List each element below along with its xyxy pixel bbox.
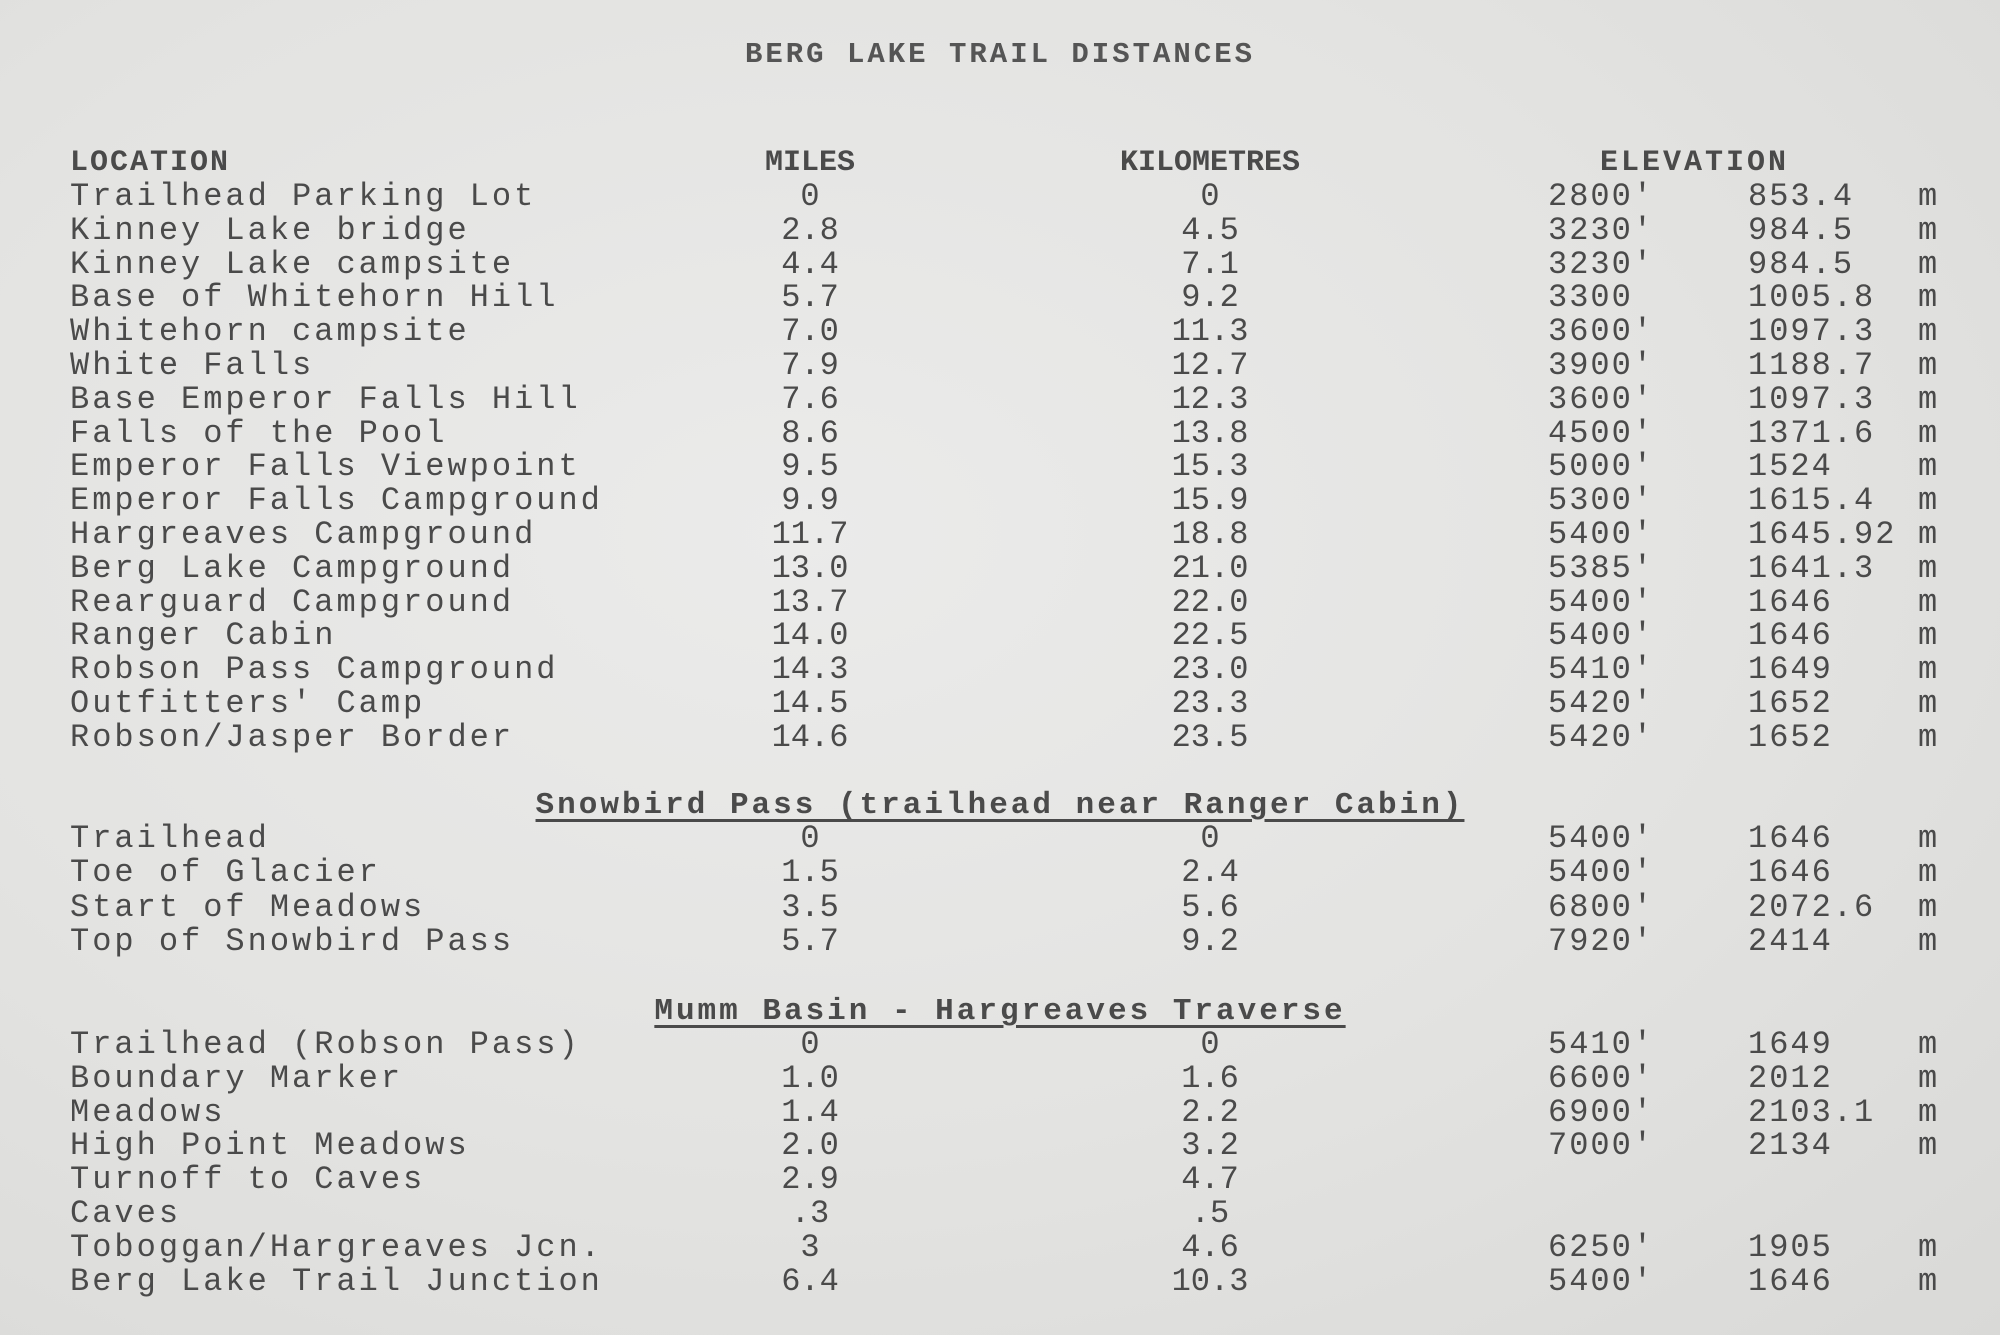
metre-unit-cell: m	[1918, 1228, 1938, 1266]
kilometres-cell: 23.3	[1171, 685, 1249, 722]
elevation-metres-cell: 1646	[1748, 1262, 1833, 1300]
metre-unit-cell: m	[1918, 718, 1938, 756]
miles-cell: 14.3	[771, 651, 849, 689]
metre-unit-cell: m	[1918, 482, 1938, 520]
miles-cell: 1.5	[781, 854, 839, 892]
location-cell: Trailhead	[70, 820, 270, 857]
header-location: LOCATION	[70, 146, 231, 180]
metre-unit-cell: m	[1918, 1262, 1938, 1300]
elevation-metres-cell: 1646	[1748, 854, 1833, 892]
miles-cell: 1.4	[781, 1093, 839, 1131]
kilometres-cell: 10.3	[1171, 1262, 1249, 1300]
table-row	[0, 619, 2000, 653]
kilometres-cell: 9.2	[1181, 922, 1239, 960]
elevation-metres-cell: 984.5	[1748, 211, 1855, 249]
kilometres-cell: 12.3	[1171, 380, 1249, 418]
metre-unit-cell: m	[1918, 651, 1938, 689]
table-row	[0, 450, 2000, 484]
kilometres-cell: 0	[1200, 820, 1220, 857]
location-cell: Caves	[70, 1195, 182, 1232]
elevation-feet-cell: 3600'	[1548, 380, 1655, 418]
location-cell: Whitehorn campsite	[70, 313, 470, 351]
location-cell: Rearguard Campground	[70, 583, 515, 621]
elevation-feet-cell: 5420'	[1548, 685, 1655, 722]
elevation-metres-cell: 1188.7	[1748, 347, 1876, 384]
table-row	[0, 583, 2000, 621]
kilometres-cell: 5.6	[1181, 888, 1239, 926]
elevation-feet-cell: 6600'	[1548, 1059, 1655, 1097]
miles-cell: 9.9	[781, 482, 839, 520]
table-row	[0, 281, 2000, 315]
table-row	[0, 687, 2000, 721]
table-row	[0, 380, 2000, 418]
kilometres-cell: 15.9	[1171, 482, 1249, 520]
kilometres-cell: 3.2	[1181, 1127, 1239, 1165]
miles-cell: 14.0	[771, 617, 849, 655]
section-heading-mumm-text: Mumm Basin - Hargreaves Traverse	[654, 994, 1346, 1029]
miles-cell: 0	[800, 178, 820, 215]
location-cell: Trailhead Parking Lot	[70, 178, 537, 215]
kilometres-cell: 4.5	[1181, 211, 1239, 249]
metre-unit-cell: m	[1918, 1127, 1938, 1165]
kilometres-cell: 22.0	[1171, 583, 1249, 621]
elevation-feet-cell: 5400'	[1548, 516, 1655, 553]
metre-unit-cell: m	[1918, 211, 1938, 249]
location-cell: Emperor Falls Viewpoint	[70, 448, 581, 486]
elevation-feet-cell: 5400'	[1548, 583, 1655, 621]
metre-unit-cell: m	[1918, 1093, 1938, 1131]
elevation-feet-cell: 6900'	[1548, 1093, 1655, 1131]
table-row	[0, 518, 2000, 552]
table-row	[0, 1093, 2000, 1131]
table-row	[0, 1129, 2000, 1163]
elevation-metres-cell: 1646	[1748, 583, 1833, 621]
table-row	[0, 653, 2000, 687]
metre-unit-cell: m	[1918, 922, 1938, 960]
kilometres-cell: 21.0	[1171, 549, 1249, 587]
kilometres-cell: 11.3	[1171, 313, 1249, 351]
miles-cell: 1.0	[781, 1059, 839, 1097]
miles-cell: 2.9	[781, 1161, 839, 1199]
table-row	[0, 245, 2000, 283]
miles-cell: 6.4	[781, 1262, 839, 1300]
table-row	[0, 349, 2000, 383]
table-row	[0, 484, 2000, 518]
table-row	[0, 549, 2000, 587]
elevation-metres-cell: 2414	[1748, 922, 1833, 960]
table-row	[0, 1163, 2000, 1197]
elevation-metres-cell: 1645.92	[1748, 516, 1897, 553]
metre-unit-cell: m	[1918, 617, 1938, 655]
table-row	[0, 1197, 2000, 1231]
elevation-metres-cell: 1641.3	[1748, 549, 1876, 587]
miles-cell: 0	[800, 820, 820, 857]
kilometres-cell: 4.7	[1181, 1161, 1239, 1199]
miles-cell: 11.7	[771, 516, 849, 553]
location-cell: Trailhead (Robson Pass)	[70, 1026, 581, 1063]
elevation-feet-cell: 5400'	[1548, 1262, 1655, 1300]
kilometres-cell: 0	[1200, 178, 1220, 215]
elevation-metres-cell: 1649	[1748, 1026, 1833, 1063]
location-cell: Robson Pass Campground	[70, 651, 559, 689]
elevation-metres-cell: 2103.1	[1748, 1093, 1876, 1131]
miles-cell: 4.4	[781, 245, 839, 283]
elevation-feet-cell: 5400'	[1548, 854, 1655, 892]
kilometres-cell: 23.5	[1171, 718, 1249, 756]
location-cell: Falls of the Pool	[70, 414, 448, 452]
metre-unit-cell: m	[1918, 1026, 1938, 1063]
miles-cell: 14.6	[771, 718, 849, 756]
header-elevation: ELEVATION	[1600, 146, 1790, 180]
location-cell: Start of Meadows	[70, 888, 426, 926]
kilometres-cell: 9.2	[1181, 279, 1239, 317]
elevation-feet-cell: 7000'	[1548, 1127, 1655, 1165]
elevation-feet-cell: 3900'	[1548, 347, 1655, 384]
page-title: BERG LAKE TRAIL DISTANCES	[744, 38, 1256, 71]
section-heading-snowbird	[0, 788, 2000, 824]
miles-cell: 2.8	[781, 211, 839, 249]
elevation-metres-cell: 1905	[1748, 1228, 1833, 1266]
elevation-metres-cell: 1005.8	[1748, 279, 1876, 317]
table-row	[0, 718, 2000, 756]
elevation-feet-cell: 5400'	[1548, 617, 1655, 655]
metre-unit-cell: m	[1918, 245, 1938, 283]
kilometres-cell: 22.5	[1171, 617, 1249, 655]
location-cell: Kinney Lake campsite	[70, 245, 515, 283]
section-heading-snowbird-text: Snowbird Pass (trailhead near Ranger Cabin)	[535, 788, 1465, 823]
location-cell: Base Emperor Falls Hill	[70, 380, 581, 418]
location-cell: High Point Meadows	[70, 1127, 470, 1165]
table-row	[0, 315, 2000, 349]
kilometres-cell: .5	[1190, 1195, 1230, 1232]
metre-unit-cell: m	[1918, 888, 1938, 926]
location-cell: Robson/Jasper Border	[70, 718, 515, 756]
kilometres-cell: 4.6	[1181, 1228, 1239, 1266]
elevation-feet-cell: 3600'	[1548, 313, 1655, 351]
miles-cell: 5.7	[781, 279, 839, 317]
location-cell: Berg Lake Campground	[70, 549, 515, 587]
elevation-metres-cell: 1652	[1748, 718, 1833, 756]
header-miles: MILES	[764, 146, 855, 180]
location-cell: Berg Lake Trail Junction	[70, 1262, 603, 1300]
miles-cell: 2.0	[781, 1127, 839, 1165]
miles-cell: 7.9	[781, 347, 839, 384]
elevation-metres-cell: 1371.6	[1748, 414, 1876, 452]
kilometres-cell: 23.0	[1171, 651, 1249, 689]
table-row	[0, 888, 2000, 926]
table-row	[0, 922, 2000, 960]
elevation-feet-cell: 6800'	[1548, 888, 1655, 926]
elevation-feet-cell: 5410'	[1548, 651, 1655, 689]
miles-cell: 7.6	[781, 380, 839, 418]
metre-unit-cell: m	[1918, 414, 1938, 452]
kilometres-cell: 2.4	[1181, 854, 1239, 892]
miles-cell: .3	[790, 1195, 830, 1232]
elevation-feet-cell: 5410'	[1548, 1026, 1655, 1063]
metre-unit-cell: m	[1918, 448, 1938, 486]
metre-unit-cell: m	[1918, 685, 1938, 722]
kilometres-cell: 18.8	[1171, 516, 1249, 553]
metre-unit-cell: m	[1918, 516, 1938, 553]
elevation-metres-cell: 1615.4	[1748, 482, 1876, 520]
elevation-feet-cell: 4500'	[1548, 414, 1655, 452]
location-cell: Outfitters' Camp	[70, 685, 426, 722]
location-cell: Top of Snowbird Pass	[70, 922, 515, 960]
kilometres-cell: 7.1	[1181, 245, 1239, 283]
metre-unit-cell: m	[1918, 347, 1938, 384]
elevation-metres-cell: 1649	[1748, 651, 1833, 689]
table-row	[0, 180, 2000, 214]
column-header-row	[0, 146, 2000, 180]
kilometres-cell: 12.7	[1171, 347, 1249, 384]
elevation-metres-cell: 1524	[1748, 448, 1833, 486]
elevation-feet-cell: 5420'	[1548, 718, 1655, 756]
location-cell: Boundary Marker	[70, 1059, 404, 1097]
kilometres-cell: 15.3	[1171, 448, 1249, 486]
metre-unit-cell: m	[1918, 549, 1938, 587]
location-cell: White Falls	[70, 347, 315, 384]
metre-unit-cell: m	[1918, 313, 1938, 351]
table-row	[0, 1028, 2000, 1062]
elevation-metres-cell: 1097.3	[1748, 313, 1876, 351]
miles-cell: 8.6	[781, 414, 839, 452]
metre-unit-cell: m	[1918, 1059, 1938, 1097]
elevation-feet-cell: 5385'	[1548, 549, 1655, 587]
table-row	[0, 822, 2000, 856]
elevation-metres-cell: 984.5	[1748, 245, 1855, 283]
elevation-metres-cell: 2134	[1748, 1127, 1833, 1165]
location-cell: Toboggan/Hargreaves Jcn.	[70, 1228, 603, 1266]
elevation-feet-cell: 6250'	[1548, 1228, 1655, 1266]
location-cell: Toe of Glacier	[70, 854, 381, 892]
elevation-metres-cell: 1646	[1748, 617, 1833, 655]
table-row	[0, 414, 2000, 452]
elevation-metres-cell: 2072.6	[1748, 888, 1876, 926]
elevation-metres-cell: 1652	[1748, 685, 1833, 722]
metre-unit-cell: m	[1918, 380, 1938, 418]
location-cell: Turnoff to Caves	[70, 1161, 426, 1199]
table-row	[0, 1059, 2000, 1097]
elevation-feet-cell: 5000'	[1548, 448, 1655, 486]
miles-cell: 3.5	[781, 888, 839, 926]
metre-unit-cell: m	[1918, 854, 1938, 892]
header-kilometres: KILOMETRES	[1119, 146, 1301, 180]
location-cell: Base of Whitehorn Hill	[70, 279, 559, 317]
elevation-feet-cell: 5300'	[1548, 482, 1655, 520]
metre-unit-cell: m	[1918, 583, 1938, 621]
location-cell: Emperor Falls Campground	[70, 482, 603, 520]
kilometres-cell: 13.8	[1171, 414, 1249, 452]
table-row	[0, 1228, 2000, 1266]
elevation-feet-cell: 7920'	[1548, 922, 1655, 960]
miles-cell: 3	[800, 1228, 820, 1266]
metre-unit-cell: m	[1918, 279, 1938, 317]
elevation-feet-cell: 2800'	[1548, 178, 1655, 215]
elevation-feet-cell: 3300	[1548, 279, 1633, 317]
miles-cell: 0	[800, 1026, 820, 1063]
elevation-metres-cell: 1646	[1748, 820, 1833, 857]
miles-cell: 5.7	[781, 922, 839, 960]
elevation-metres-cell: 853.4	[1748, 178, 1855, 215]
location-cell: Kinney Lake bridge	[70, 211, 470, 249]
kilometres-cell: 2.2	[1181, 1093, 1239, 1131]
table-row	[0, 856, 2000, 890]
table-row	[0, 211, 2000, 249]
location-cell: Hargreaves Campground	[70, 516, 537, 553]
miles-cell: 7.0	[781, 313, 839, 351]
metre-unit-cell: m	[1918, 178, 1938, 215]
miles-cell: 14.5	[771, 685, 849, 722]
section-heading-mumm	[0, 994, 2000, 1030]
miles-cell: 13.0	[771, 549, 849, 587]
elevation-feet-cell: 3230'	[1548, 211, 1655, 249]
elevation-metres-cell: 1097.3	[1748, 380, 1876, 418]
location-cell: Ranger Cabin	[70, 617, 337, 655]
elevation-metres-cell: 2012	[1748, 1059, 1833, 1097]
miles-cell: 13.7	[771, 583, 849, 621]
elevation-feet-cell: 3230'	[1548, 245, 1655, 283]
metre-unit-cell: m	[1918, 820, 1938, 857]
miles-cell: 9.5	[781, 448, 839, 486]
location-cell: Meadows	[70, 1093, 226, 1131]
kilometres-cell: 1.6	[1181, 1059, 1239, 1097]
kilometres-cell: 0	[1200, 1026, 1220, 1063]
elevation-feet-cell: 5400'	[1548, 820, 1655, 857]
table-row	[0, 1262, 2000, 1300]
